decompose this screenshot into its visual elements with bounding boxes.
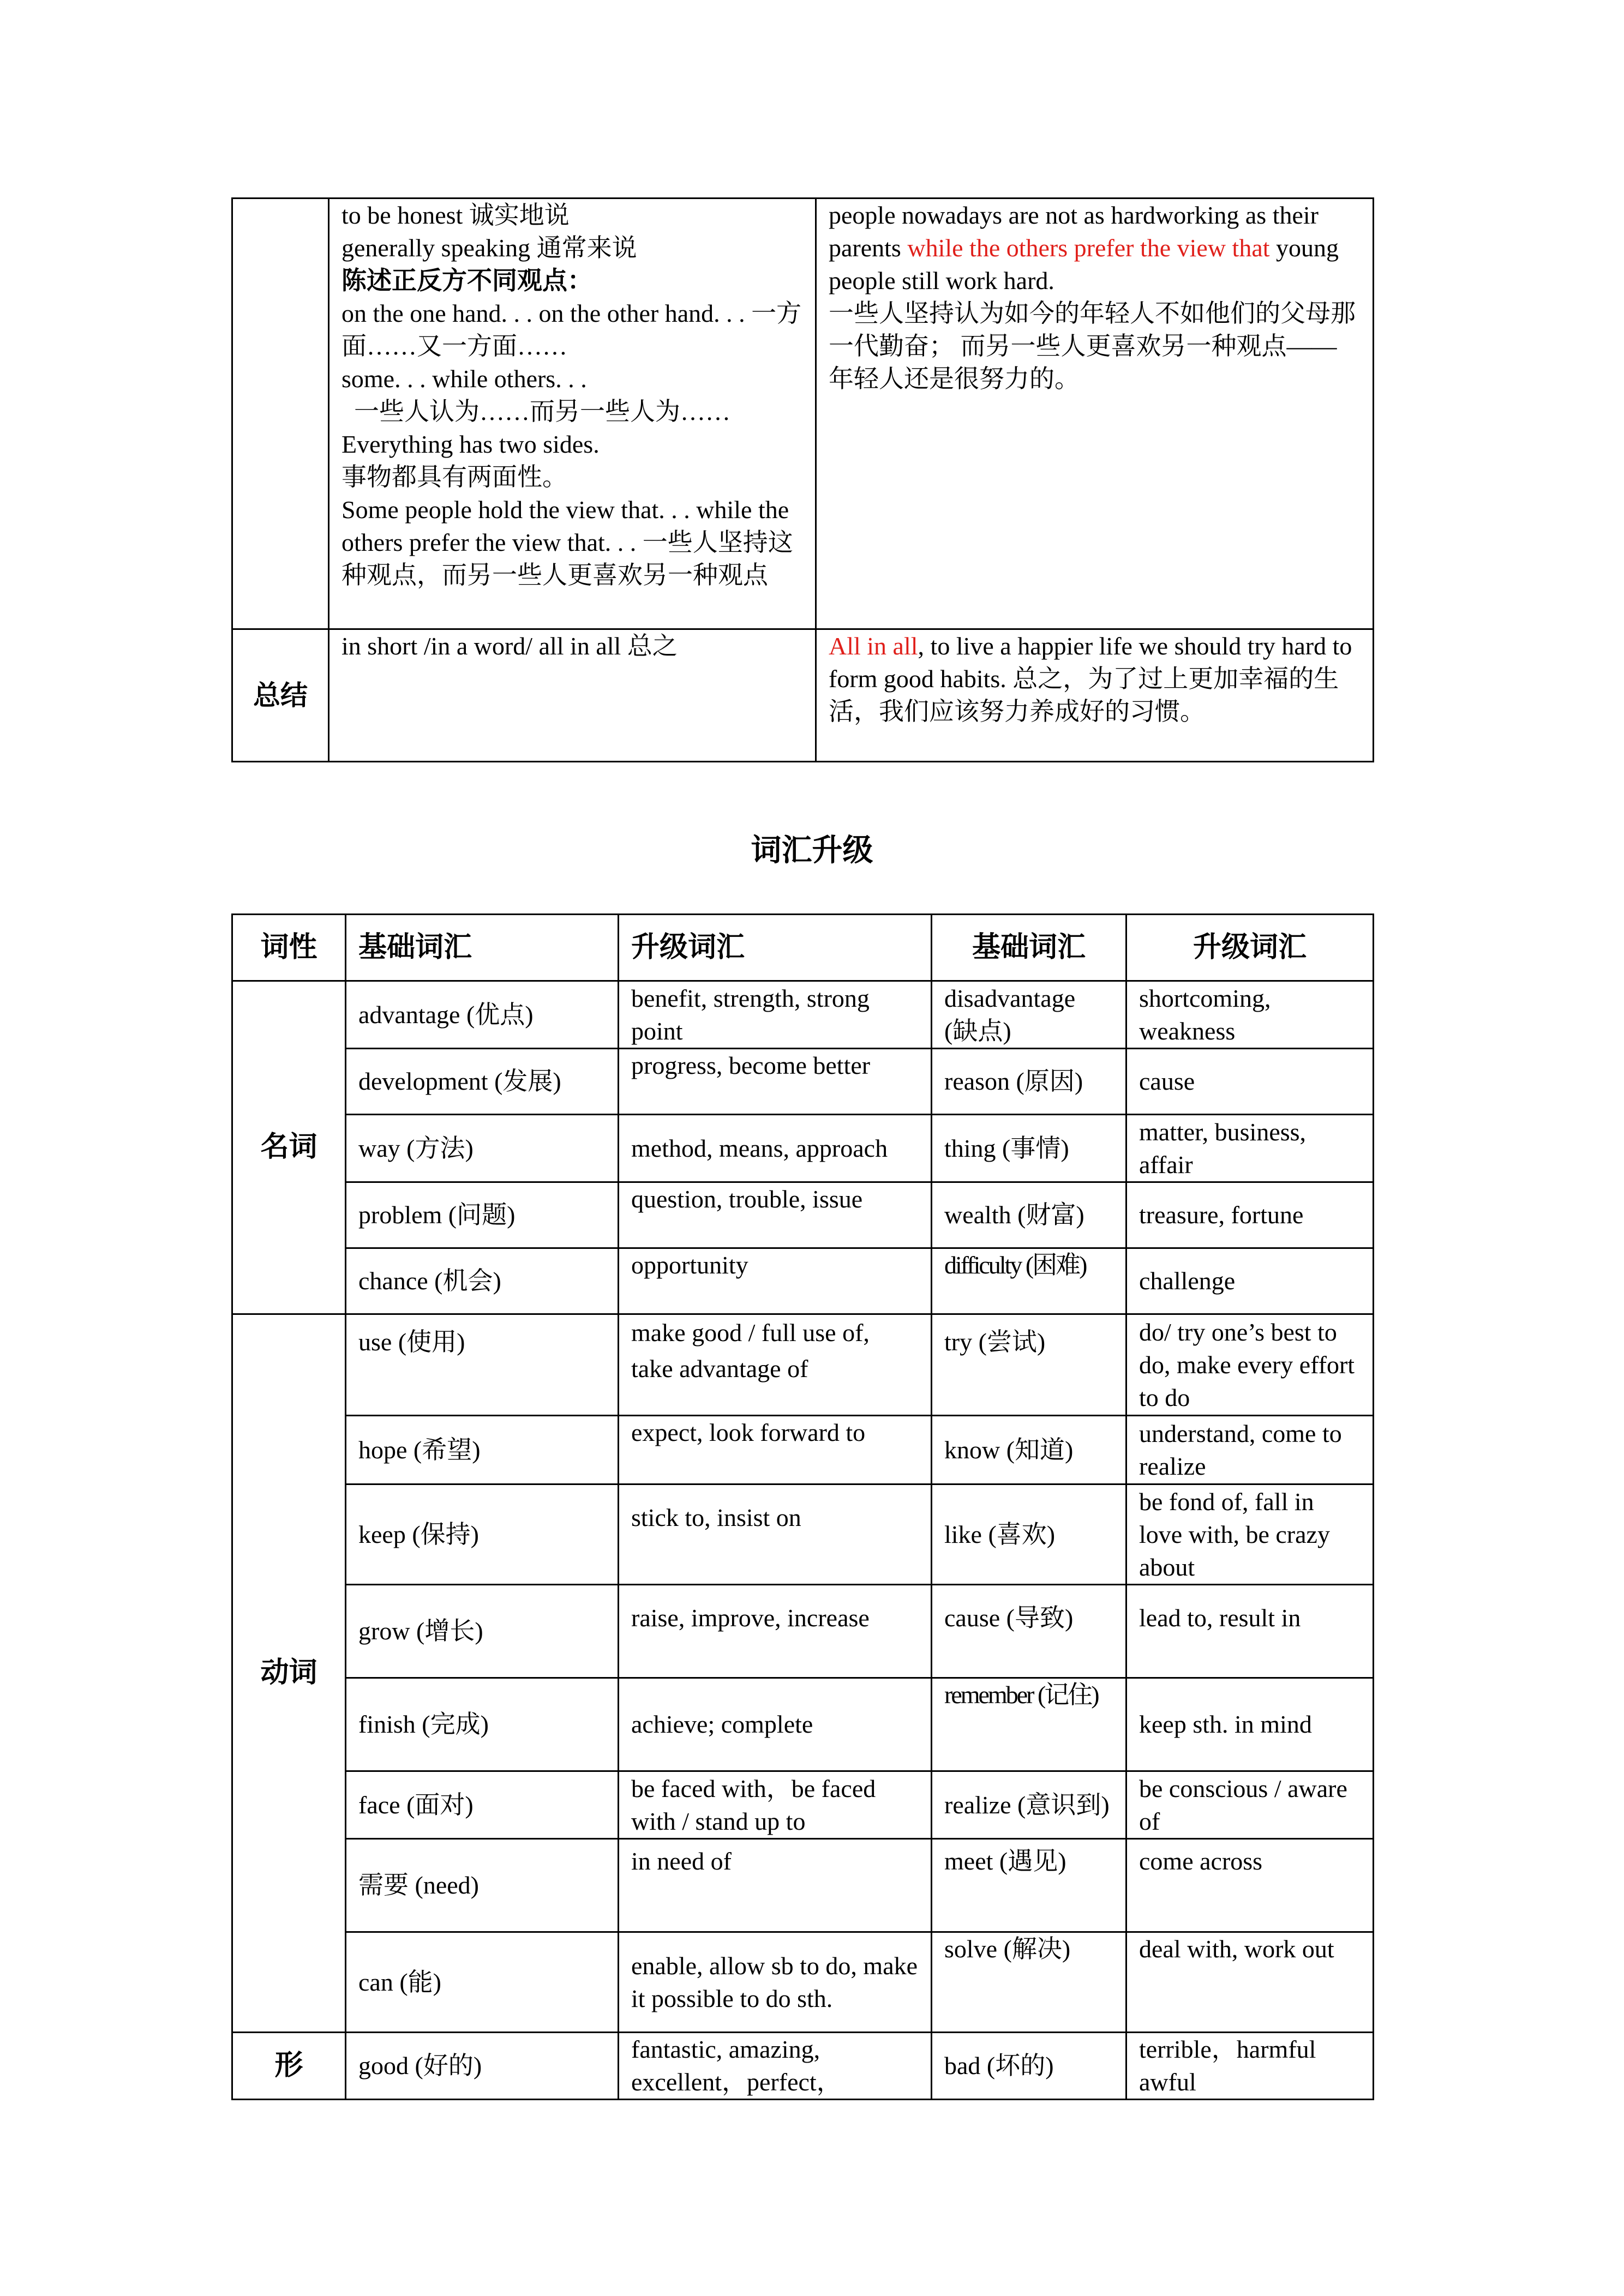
header-cell: 基础词汇 — [346, 915, 619, 981]
example-text: young people still work hard. — [829, 234, 1339, 294]
upgraded-word: treasure, fortune — [1126, 1182, 1374, 1248]
basic-word: reason (原因) — [932, 1049, 1126, 1115]
header-cell: 词性 — [232, 915, 346, 981]
header-cell: 升级词汇 — [619, 915, 932, 981]
phrase: Everything has two sides. — [341, 430, 600, 458]
upgraded-word: understand, come to realize — [1126, 1416, 1374, 1484]
table-row — [232, 1484, 1374, 1585]
example-text: people nowadays are not as hardworking as their parents — [829, 201, 1319, 262]
table-row — [232, 1416, 1374, 1484]
highlight-text: while the others prefer the view that — [907, 234, 1270, 262]
upgraded-word: stick to, insist on — [619, 1484, 932, 1585]
basic-word: remember (记住) — [932, 1678, 1126, 1771]
upgraded-word: lead to, result in — [1126, 1585, 1374, 1678]
basic-word: keep (保持) — [346, 1484, 619, 1585]
upgraded-word: do/ try one’s best to do, make every effort to do — [1126, 1314, 1374, 1416]
basic-word: finish (完成) — [346, 1678, 619, 1771]
basic-word: wealth (财富) — [932, 1182, 1126, 1248]
basic-word: try (尝试) — [932, 1314, 1126, 1416]
upgraded-word: be faced with，be faced with / stand up to — [619, 1771, 932, 1839]
table-row — [232, 1248, 1374, 1314]
basic-word: bad (坏的) — [932, 2033, 1126, 2100]
upgraded-word-line: take advantage of — [631, 1355, 808, 1383]
example-cell — [816, 199, 1374, 629]
basic-word: like (喜欢) — [932, 1484, 1126, 1585]
basic-word: realize (意识到) — [932, 1771, 1126, 1839]
upgraded-word-line: make good / full use of, — [631, 1319, 870, 1347]
basic-word: cause (导致) — [932, 1585, 1126, 1678]
table-row — [232, 1182, 1374, 1248]
basic-word: know (知道) — [932, 1416, 1126, 1484]
expressions-table — [231, 197, 1374, 762]
basic-word: difficulty (困难) — [932, 1248, 1126, 1314]
basic-word: can (能) — [346, 1932, 619, 2033]
phrase: on the one hand. . . on the other hand. . . 一方面……又一方面…… — [341, 299, 802, 360]
upgraded-word: progress, become better — [619, 1049, 932, 1115]
header-row — [232, 915, 1374, 981]
basic-word: chance (机会) — [346, 1248, 619, 1314]
table-row — [232, 629, 1374, 762]
table-row — [232, 199, 1374, 629]
basic-word: way (方法) — [346, 1115, 619, 1182]
phrases-cell — [329, 629, 816, 762]
basic-word: face (面对) — [346, 1771, 619, 1839]
upgraded-word: achieve; complete — [619, 1678, 932, 1771]
phrase: in short /in a word/ all in all 总之 — [341, 632, 678, 660]
upgraded-word: benefit, strength, strong point — [619, 981, 932, 1049]
table-row — [232, 1678, 1374, 1771]
table-row — [232, 1771, 1374, 1839]
example-translation: 一些人坚持认为如今的年轻人不如他们的父母那一代勤奋； 而另一些人更喜欢另一种观点——年轻人还是很努力的。 — [829, 299, 1356, 393]
phrase: 事物都具有两面性。 — [341, 463, 567, 491]
phrase-heading: 陈述正反方不同观点： — [341, 267, 592, 294]
upgraded-word: method, means, approach — [619, 1115, 932, 1182]
upgraded-word: opportunity — [619, 1248, 932, 1314]
basic-word: thing (事情) — [932, 1115, 1126, 1182]
upgraded-word: terrible，harmful awful — [1126, 2033, 1374, 2100]
highlight-text: All in all — [829, 632, 918, 660]
upgraded-word: fantastic, amazing, excellent，perfect， — [619, 2033, 932, 2100]
upgraded-word: come across — [1126, 1839, 1374, 1932]
category-cell — [232, 199, 329, 629]
phrases-cell — [329, 199, 816, 629]
phrase: some. . . while others. . . — [341, 365, 587, 393]
upgraded-word: expect, look forward to — [619, 1416, 932, 1484]
table-row — [232, 1585, 1374, 1678]
vocabulary-table — [231, 913, 1374, 2100]
upgraded-word: matter, business, affair — [1126, 1115, 1374, 1182]
basic-word: good (好的) — [346, 2033, 619, 2100]
basic-word: development (发展) — [346, 1049, 619, 1115]
basic-word: grow (增长) — [346, 1585, 619, 1678]
basic-word: meet (遇见) — [932, 1839, 1126, 1932]
example-cell — [816, 629, 1374, 762]
table-row — [232, 981, 1374, 1049]
upgraded-word: shortcoming, weakness — [1126, 981, 1374, 1049]
table-row — [232, 1314, 1374, 1416]
basic-word: disadvantage (缺点) — [932, 981, 1126, 1049]
pos-label: 形 — [232, 2033, 346, 2100]
phrase: 一些人认为……而另一些人为…… — [341, 398, 730, 425]
header-cell: 升级词汇 — [1126, 915, 1374, 981]
basic-word: solve (解决) — [932, 1932, 1126, 2033]
table-row — [232, 1115, 1374, 1182]
upgraded-word: raise, improve, increase — [619, 1585, 932, 1678]
upgraded-word: challenge — [1126, 1248, 1374, 1314]
header-cell: 基础词汇 — [932, 915, 1126, 981]
upgraded-word: cause — [1126, 1049, 1374, 1115]
section-title: 词汇升级 — [751, 834, 873, 868]
pos-label: 名词 — [232, 981, 346, 1314]
upgraded-word: enable, allow sb to do, make it possible to do sth. — [619, 1932, 932, 2033]
basic-word: problem (问题) — [346, 1182, 619, 1248]
phrase: generally speaking 通常来说 — [341, 234, 637, 262]
upgraded-word: question, trouble, issue — [619, 1182, 932, 1248]
upgraded-word: be fond of, fall in love with, be crazy about — [1126, 1484, 1374, 1585]
basic-word: 需要 (need) — [346, 1839, 619, 1932]
basic-word: advantage (优点) — [346, 981, 619, 1049]
upgraded-word: keep sth. in mind — [1126, 1678, 1374, 1771]
table-row — [232, 1049, 1374, 1115]
basic-word: use (使用) — [346, 1314, 619, 1416]
table-row — [232, 1932, 1374, 2033]
table-row — [232, 1839, 1374, 1932]
upgraded-word — [619, 1314, 932, 1416]
category-label: 总结 — [232, 629, 329, 762]
upgraded-word: deal with, work out — [1126, 1932, 1374, 2033]
upgraded-word: in need of — [619, 1839, 932, 1932]
pos-label: 动词 — [232, 1314, 346, 2033]
phrase: Some people hold the view that. . . while the others prefer the view that. . . 一些人坚持这种观点，而另一些人更喜欢另一种观点 — [341, 496, 793, 589]
phrase: to be honest 诚实地说 — [341, 201, 570, 229]
basic-word: hope (希望) — [346, 1416, 619, 1484]
table-row — [232, 2033, 1374, 2100]
example-text: , to live a happier life we should try hard to form good habits. 总之，为了过上更加幸福的生活，我们应该努力养成好的习惯。 — [829, 632, 1352, 725]
upgraded-word: be conscious / aware of — [1126, 1771, 1374, 1839]
